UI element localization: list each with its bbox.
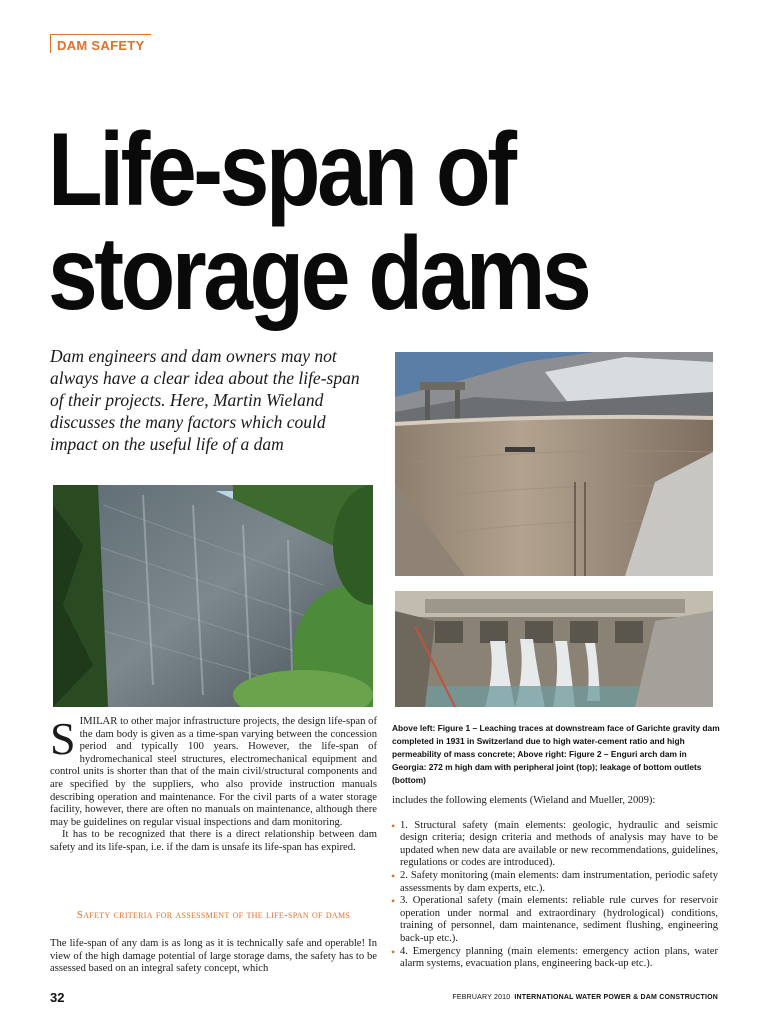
- article-title: [48, 112, 633, 332]
- bullet-icon: •: [391, 868, 396, 883]
- page-footer: [452, 994, 718, 1001]
- figure-caption: Above left: Figure 1 – Leaching traces at downstream face of Garichte gravity dam completed in 1931 in Switzerland due to high water-cement ratio and high permeability of mass concrete; Above right: Figure 2 – Enguri arch dam in Georgia: 272 m high dam with peripheral joint (top); leakage of bottom outlets (bottom): [392, 723, 720, 785]
- section-subheading: Safety criteria for assessment of the life-span of dams: [76, 909, 351, 921]
- section-label: DAM SAFETY: [57, 38, 145, 53]
- list-item: • 2. Safety monitoring (main elements: dam instrumentation, periodic safety assessments by dam experts, etc.).: [391, 868, 718, 894]
- bullet-icon: •: [391, 894, 396, 909]
- body-column-right: [392, 795, 718, 971]
- enguri-dam-bottom-outlets-photo: [395, 591, 713, 707]
- page-number: 32: [50, 990, 65, 1005]
- standfirst: Dam engineers and dam owners may not always have a clear idea about the life-span of their projects. Here, Martin Wieland discusses the many factors which could impact on the useful life of a dam: [50, 346, 360, 454]
- paragraph-2: It has to be recognized that there is a direct relationship between dam safety and its life-span, i.e. if the dam is unsafe its life-span has expired.: [50, 829, 377, 853]
- garichte-dam-photo: [53, 485, 373, 707]
- title-line-2: storage dams: [48, 216, 589, 332]
- body-column-left: [50, 713, 377, 855]
- enguri-dam-top-photo: [395, 352, 713, 576]
- list-item: • 1. Structural safety (main elements: geologic, hydraulic and seismic design criteria; design criteria and methods of analysis may have to be updated when new data are available or new recommendations, guidelines, regulations or codes are introduced).: [391, 818, 718, 869]
- title-line-1: Life-span of: [48, 112, 514, 228]
- paragraph-1-text: IMILAR to other major infrastructure projects, the design life-span of the dam body is given as a time-span varying between the concession period and typically 100 years. However, the life-span of hydromechanical steel structures, electromechanical equipment and control units is shorter than that of the main civil/structural components and are specified by the suppliers, who also provide instruction manuals describing operation and maintenance. For the civil parts of a water storage facility, however, there are often no manuals on maintenance, although there may be guidelines on regular visual inspections and dam monitoring.: [50, 716, 377, 828]
- right-intro: includes the following elements (Wieland and Mueller, 2009):: [392, 795, 656, 806]
- section-tag: [50, 34, 151, 53]
- issue-date: FEBRUARY 2010: [452, 994, 511, 1001]
- bullet-icon: •: [391, 818, 396, 833]
- publication-name: INTERNATIONAL WATER POWER & DAM CONSTRUCTION: [514, 994, 718, 1001]
- list-item: • 3. Operational safety (main elements: reliable rule curves for reservoir operation under normal and extraordinary (hydrological) conditions, training of personnel, dam maintenance, sediment flushing, engineering back-up etc.).: [391, 894, 718, 944]
- paragraph-1: [50, 713, 377, 829]
- list-item: • 4. Emergency planning (main elements: emergency action plans, water alarm systems, evacuation plans, engineering back-up etc.).: [391, 944, 718, 970]
- bullet-icon: •: [391, 944, 396, 959]
- safety-elements-list: [392, 820, 718, 971]
- paragraph-3: The life-span of any dam is as long as it is technically safe and operable! In view of the high damage potential of large storage dams, the safety has to be assessed based on an integral safety concept, which: [50, 938, 377, 975]
- drop-cap: S: [50, 713, 76, 764]
